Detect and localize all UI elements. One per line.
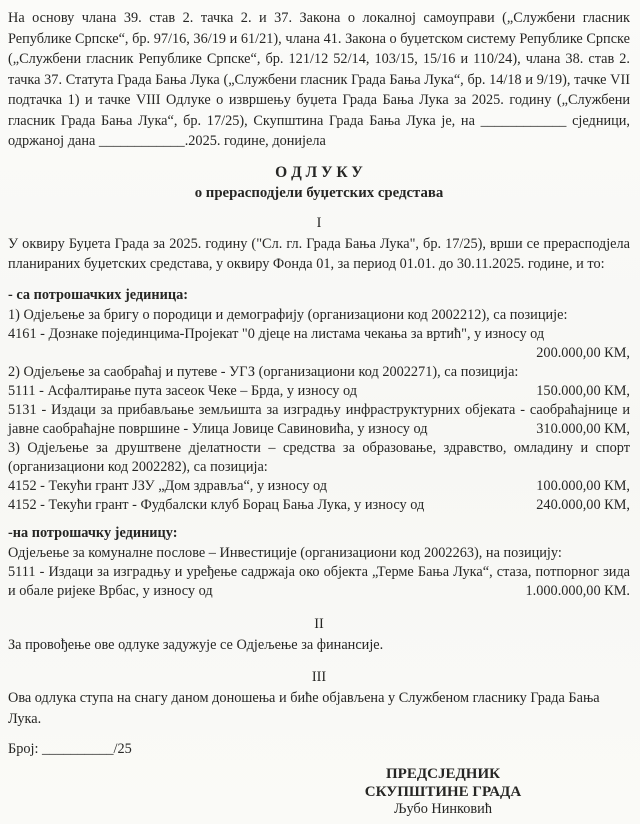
- budget-item-text: 4152 - Текући грант ЈЗУ „Дом здравља“, у износу од: [8, 477, 328, 494]
- section-3-paragraph: Ова одлука ступа на снагу даном доношења и биће објављена у Службеном гласнику Града Бања Лука.: [8, 690, 600, 727]
- section-numeral-3: III: [311, 669, 327, 685]
- budget-item-text: 5111 - Издаци за изградњу и уређење садржаја око објекта „Терме Бања Лука“, стаза, потпорног зида и обале ријеке Врбас, у износу од: [8, 563, 630, 599]
- document-number-line: Број: __________/25: [8, 741, 132, 757]
- budget-item-row: [8, 496, 630, 515]
- section-numeral-2: II: [314, 615, 324, 632]
- amount-value: 310.000,00 КМ,: [536, 420, 630, 437]
- budget-item-text: 3) Одјељење за друштвене дјелатности – средства за образовање, здравство, омладину и спорт (организациони код 2002282), са позиција:: [8, 439, 630, 475]
- budget-item-row: [8, 544, 630, 563]
- budget-item-row: [8, 306, 630, 325]
- signature-role-line: СКУПШТИНЕ ГРАДА: [364, 783, 522, 800]
- signature-block: [318, 766, 568, 818]
- legal-preamble: На основу члана 39. став 2. тачка 2. и 37. Закона о локалној самоуправи („Службени гласник Републике Српске“, бр. 97/16, 36/19 и 61/21), члана 41. Закона о буџетском систему Републике Српске („Службени гласник Републике Српске“, бр. 121/12 52/14, 103/15, 15/16 и 110/24), члана 38. став 2. тачка 37. Статута Града Бања Лука („Службени гласник Града Бања Лука“, бр. 14/18 и 9/19), тачке VII подтачка 1) и тачке VIII Одлуке о извршењу буџета Града Бања Лука за 2025. годину („Службени гласник Града Бања Лука“, бр. 17/25), Скупштина Града Бања Лука је, на ____________ сједници, одржаној дана ____________.2025. године, донијела: [8, 10, 630, 149]
- amount-value: 200.000,00 КМ,: [536, 344, 630, 361]
- budget-item-row: [8, 325, 630, 363]
- budget-item-text: Одјељење за комуналне послове – Инвестиције (организациони код 2002263), на позицију:: [8, 544, 562, 561]
- from-units-list: [8, 306, 630, 515]
- budget-item-row: [8, 477, 630, 496]
- amount-value: 240.000,00 КМ,: [536, 496, 630, 513]
- decision-subtitle: о прерасподјели буџетских средстава: [194, 184, 444, 201]
- budget-item-row: [8, 382, 630, 401]
- amount-value: 1.000.000,00 КМ.: [525, 582, 630, 599]
- section-2-paragraph: За провођење ове одлуке задужује се Одјељење за финансије.: [8, 636, 384, 653]
- amount-value: 100.000,00 КМ,: [536, 477, 630, 494]
- to-unit-list: [8, 544, 630, 601]
- budget-item-text: 4161 - Дознаке појединцима-Пројекат "0 дјеце на листама чекања за вртић", у износу од: [8, 325, 545, 342]
- budget-item-text: 5111 - Асфалтирање пута засеок Чеке – Брда, у износу од: [8, 382, 357, 399]
- from-units-heading: - са потрошачких јединица:: [8, 286, 188, 303]
- to-unit-heading: -на потрошачку јединицу:: [8, 524, 178, 541]
- budget-item-text: 4152 - Текући грант - Фудбалски клуб Борац Бања Лука, у износу од: [8, 496, 425, 513]
- budget-item-row: [8, 439, 630, 477]
- to-unit-block: [8, 524, 630, 601]
- amount-value: 150.000,00 КМ,: [536, 382, 630, 399]
- decision-title: О Д Л У К У: [275, 163, 363, 181]
- budget-item-row: [8, 563, 630, 601]
- budget-item-text: 1) Одјељење за бригу о породици и демографију (организациони код 2002212), са позиције:: [8, 306, 568, 323]
- signature-name: Љубо Нинковић: [394, 801, 492, 817]
- budget-item-text: 2) Одјељење за саобраћај и путеве - УГЗ (организациони код 2002271), са позиција:: [8, 363, 519, 380]
- budget-item-row: [8, 401, 630, 439]
- section-1-paragraph: У оквиру Буџета Града за 2025. годину ("Сл. гл. Града Бања Лука", бр. 17/25), врши се прерасподјела планираних буџетских средстава, у оквиру Фонда 01, за период 01.01. до 30.11.2025. године, и то:: [8, 235, 630, 272]
- section-numeral-1: I: [316, 214, 322, 231]
- budget-item-row: [8, 363, 630, 382]
- budget-item-text: 5131 - Издаци за прибављање земљишта за изградњу инфраструктурних објеката - саобраћајнице и јавне саобраћајне површине - Улица Јовице Савиновића, у износу од: [8, 401, 630, 437]
- signature-role-line: ПРЕДСЈЕДНИК: [385, 766, 501, 782]
